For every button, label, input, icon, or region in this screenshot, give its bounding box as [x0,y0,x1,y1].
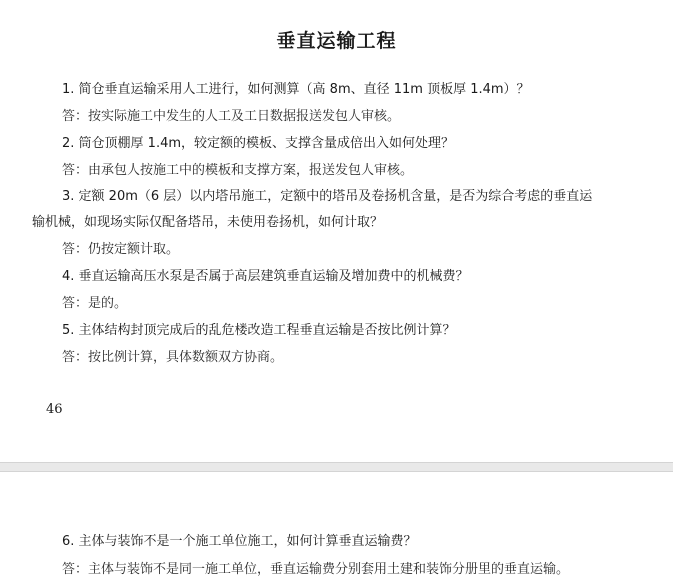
answer-4: 答：是的。 [62,296,128,311]
answer-6: 答：主体与装饰不是同一施工单位，垂直运输费分别套用土建和装饰分册里的垂直运输。 [62,562,570,577]
section-title: 垂直运输工程 [276,30,397,52]
question-3-line-1: 3. 定额 20m（6 层）以内塔吊施工，定额中的塔吊及卷扬机含量，是否为综合考虑的垂直运 [62,189,593,204]
question-1: 1. 简仓垂直运输采用人工进行，如何测算（高 8m、直径 11m 顶板厚 1.4m）？ [62,82,530,97]
question-2: 2. 筒仓顶棚厚 1.4m，较定额的模板、支撑含量成倍出入如何处理？ [62,136,455,151]
page-separator [0,462,673,472]
question-5: 5. 主体结构封顶完成后的乱危楼改造工程垂直运输是否按比例计算？ [62,323,456,338]
question-4: 4. 垂直运输高压水泵是否属于高层建筑垂直运输及增加费中的机械费？ [62,269,469,284]
document-page-next [0,472,673,586]
page-number: 46 [46,402,63,417]
answer-2: 答：由承包人按施工中的模板和支撑方案，报送发包人审核。 [62,163,414,178]
question-3-line-2: 输机械，如现场实际仅配备塔吊，未使用卷扬机，如何计取？ [32,215,384,230]
answer-3: 答：仍按定额计取。 [62,242,180,257]
answer-1: 答：按实际施工中发生的人工及工日数据报送发包人审核。 [62,109,401,124]
answer-5: 答：按比例计算，具体数额双方协商。 [62,350,284,365]
question-6: 6. 主体与装饰不是一个施工单位施工，如何计算垂直运输费？ [62,534,417,549]
